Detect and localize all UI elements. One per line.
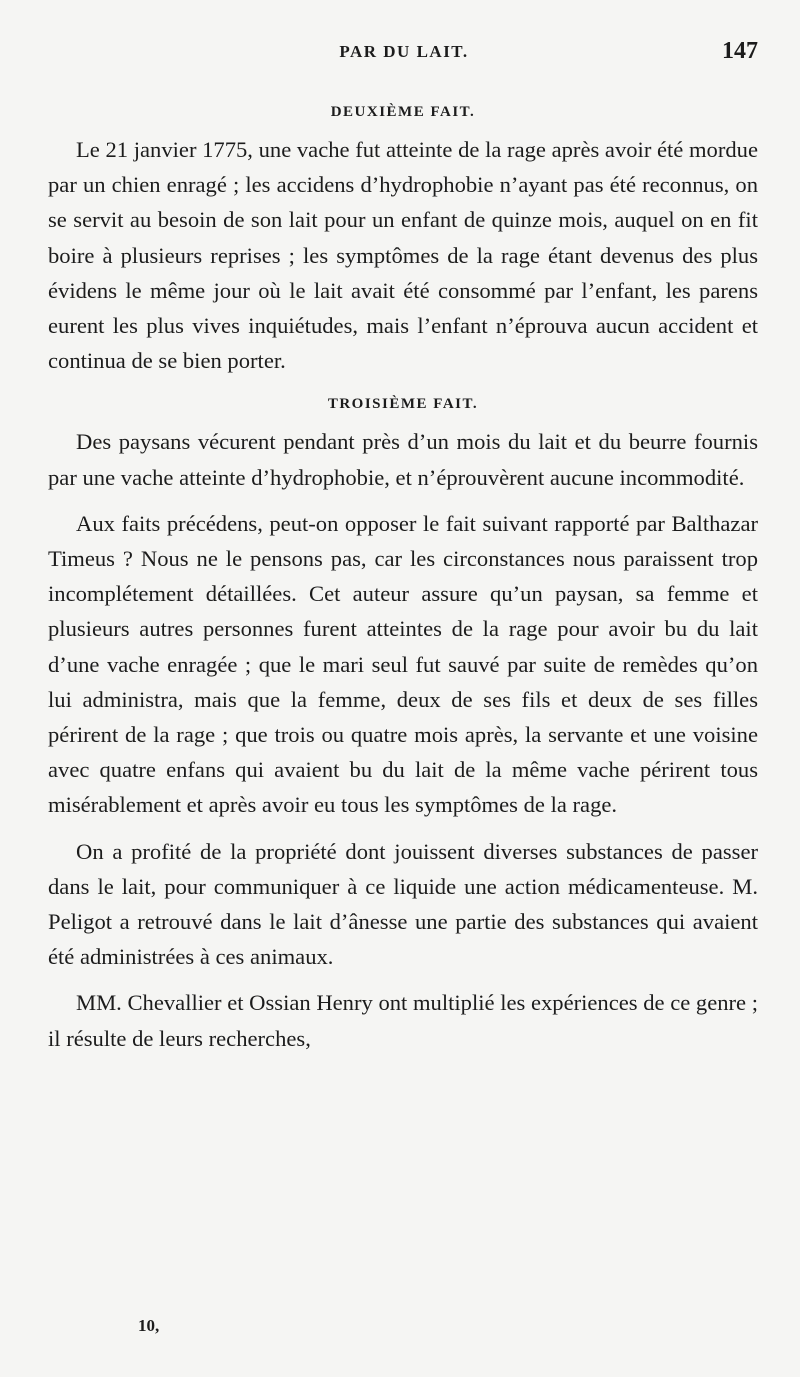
paragraph: Des paysans vécurent pendant près d’un mois du lait et du beurre fournis par une vache atteinte d’hydrophobie, et n’éprouvèrent aucune incommodité. [48, 429, 758, 490]
paragraph: On a profité de la propriété dont jouissent diverses substances de passer dans le lait, pour communiquer à ce liquide une action médicamenteuse. M. Peligot a retrouvé dans le lait d’ânesse une partie des substances qui avaient été administrées à ces animaux. [48, 838, 758, 970]
page-body [48, 100, 758, 1067]
paragraph: MM. Chevallier et Ossian Henry ont multiplié les expériences de ce genre ; il résulte de leurs recherches, [48, 990, 758, 1051]
printer-signature-mark: 10, [138, 1316, 160, 1335]
page-number: 147 [722, 38, 758, 64]
running-title: PAR DU LAIT. [339, 42, 469, 61]
section-title-troisieme-fait: TROISIÈME FAIT. [327, 396, 479, 413]
paragraph: Le 21 janvier 1775, une vache fut atteinte de la rage après avoir été mordue par un chien enragé ; les accidens d’hydrophobie n’ayant pas été reconnus, on se servit au besoin de son lait pour un enfant de quinze mois, auquel on en fit boire à plusieurs reprises ; les symptômes de la rage étant devenus des plus évidens le même jour où le lait avait été consommé par l’enfant, les parens eurent les plus vives inquiétudes, mais l’enfant n’éprouva aucun accident et continua de se bien porter. [48, 137, 758, 374]
paragraph: Aux faits précédens, peut-on opposer le fait suivant rapporté par Balthazar Timeus ? Nous ne le pensons pas, car les circonstances nous paraissent trop incomplétement détaillées. Cet auteur assure qu’un paysan, sa femme et plusieurs autres personnes furent atteintes de la rage pour avoir bu du lait d’une vache enragée ; que le mari seul fut sauvé par suite de remèdes qu’on lui administra, mais que la femme, deux de ses fils et deux de ses filles périrent de la rage ; que trois ou quatre mois après, la servante et une voisine avec quatre enfans qui avaient bu du lait de la même vache périrent tous misérablement et après avoir eu tous les symptômes de la rage. [48, 510, 758, 818]
section-title-deuxieme-fait: DEUXIÈME FAIT. [330, 104, 476, 120]
page-header [48, 38, 760, 70]
